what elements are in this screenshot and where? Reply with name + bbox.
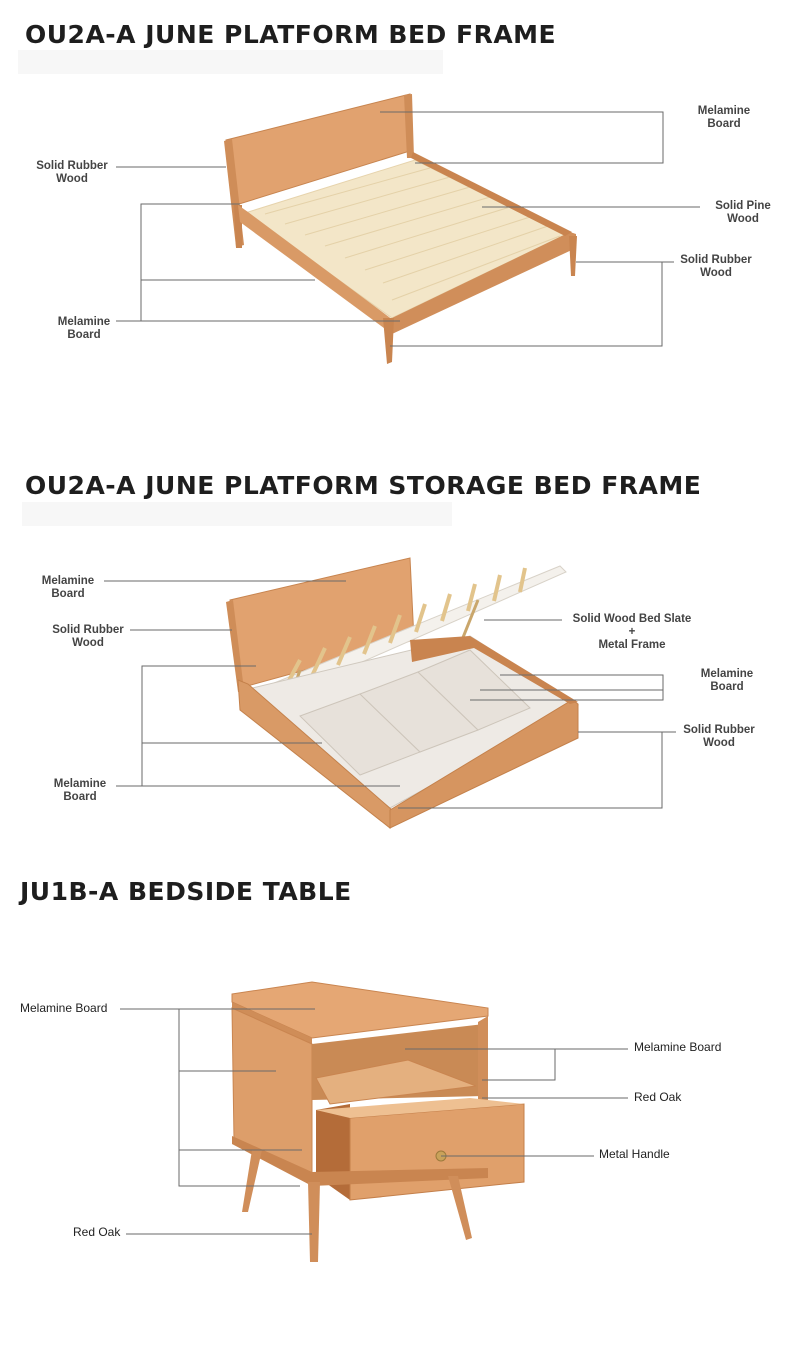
drawer-front: [350, 1104, 524, 1200]
label-melamine-board: Melamine Board: [697, 105, 751, 130]
label-melamine-board: Melamine Board: [57, 316, 111, 341]
label-melamine-board: Melamine Board: [20, 1001, 108, 1015]
section-title-storage-bed: OU2A-A JUNE PLATFORM STORAGE BED FRAME: [25, 471, 702, 500]
section-title-bed-frame: OU2A-A JUNE PLATFORM BED FRAME: [25, 20, 557, 49]
label-solid-rubber-wood: Solid Rubber Wood: [36, 160, 108, 185]
bed-leg-right: [569, 236, 577, 276]
label-metal-handle: Metal Handle: [599, 1147, 670, 1161]
storage-bed-illustration: [0, 540, 801, 840]
label-solid-pine-wood: Solid Pine Wood: [715, 200, 771, 225]
table-leg: [308, 1182, 320, 1262]
label-solid-rubber-wood: Solid Rubber Wood: [680, 254, 752, 279]
bed-leg-front: [383, 318, 394, 364]
title-band: [18, 50, 443, 74]
title-band: [22, 502, 452, 526]
section-title-bedside-table: JU1B-A BEDSIDE TABLE: [20, 877, 352, 906]
label-melamine-board: Melamine Board: [634, 1040, 722, 1054]
label-melamine-board: Melamine Board: [700, 668, 754, 693]
label-melamine-board: Melamine Board: [41, 575, 95, 600]
table-leg: [242, 1150, 262, 1212]
label-red-oak: Red Oak: [634, 1090, 682, 1104]
label-solid-rubber-wood: Solid Rubber Wood: [683, 724, 755, 749]
label-solid-rubber-wood: Solid Rubber Wood: [52, 624, 124, 649]
label-bed-slate-metal-frame: Solid Wood Bed Slate + Metal Frame: [572, 613, 692, 651]
drawer-body: [316, 1104, 350, 1200]
label-red-oak: Red Oak: [73, 1225, 121, 1239]
label-melamine-board: Melamine Board: [53, 778, 107, 803]
